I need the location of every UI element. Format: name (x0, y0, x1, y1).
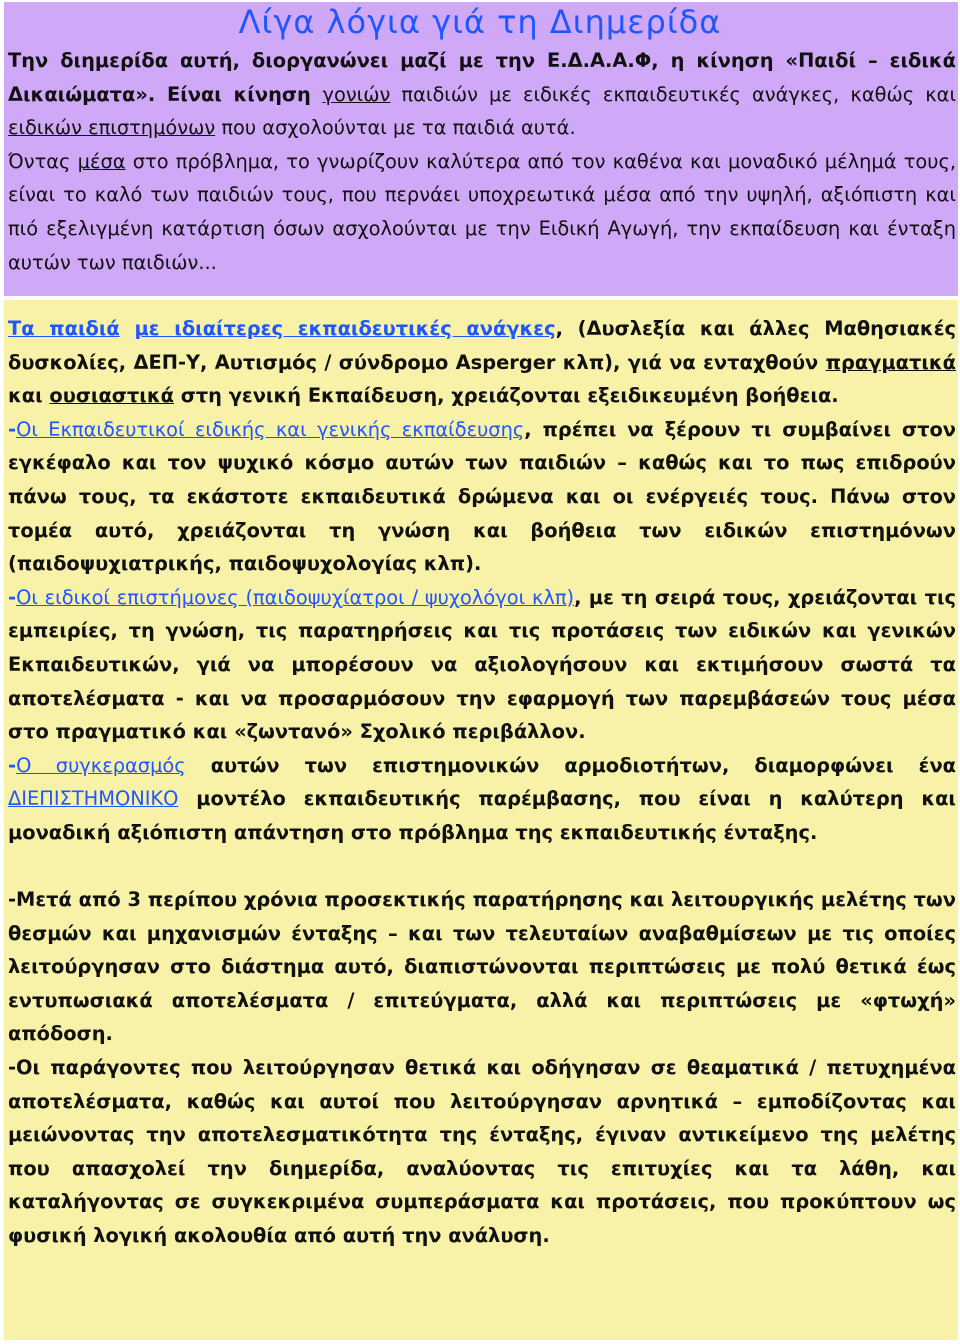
spacer (8, 850, 956, 884)
specialists-link[interactable]: ειδικών επιστημόνων (8, 116, 216, 140)
intro-paragraph-2: Όντας μέσα στο πρόβλημα, το γνωρίζουν καλύτερα από τον καθένα και μοναδικό μέλημά τους, είναι το καλό των παιδιών τους, που περνάει υποχρεωτικά μέσα από την υψηλή, αξιόπιστη και πιό εξελιγμένη κατάρτιση όσων ασχολούνται με την Ειδική Αγωγή, την εκπαίδευση και ένταξη αυτών των παιδιών... (8, 149, 956, 274)
paragraph-combination: -Ο συγκερασμός αυτών των επιστημονικών αρμοδιοτήτων, διαμορφώνει ένα ΔΙΕΠΙΣΤΗΜΟΝΙΚΟ μοντέλο εκπαιδευτικής παρέμβασης, που είναι η καλύτερη και μοναδική αξιόπιστη απάντηση στο πρόβλημα της εκπαιδευτικής ένταξης. (8, 753, 956, 844)
interdisciplinary-link[interactable]: ΔΙΕΠΙΣΤΗΜΟΝΙΚΟ (8, 787, 179, 811)
paragraph-factors: -Οι παράγοντες που λειτούργησαν θετικά και οδήγησαν σε θεαματικά / πετυχημένα αποτελέσματα, καθώς και αυτοί που λειτούργησαν αρνητικά – εμποδίζοντας και μειώνοντας την αποτελεσματικότητα της ένταξης, έγιναν αντικείμενο της μελέτης που απασχολεί την διημερίδα, αναλύοντας τις επιτυχίες και τα λάθη, και καταλήγοντας σε συγκεκριμένα συμπεράσματα και προτάσεις, που προκύπτουν ως φυσική λογική ακολουθία από αυτή την ανάλυση. (8, 1056, 956, 1248)
intro-paragraph-1: Την διημερίδα αυτή, διοργανώνει μαζί με την Ε.Δ.Α.Α.Φ, η κίνηση «Παιδί – ειδικά Δικαιώματα». Είναι κίνηση γονιών παιδιών με ειδικές εκπαιδευτικές ανάγκες, καθώς και ειδικών επιστημόνων που ασχολούνται με τα παιδιά αυτά. (8, 49, 956, 140)
combination-link[interactable]: Ο συγκερασμός (16, 753, 186, 777)
really-link[interactable]: πραγματικά (825, 350, 956, 374)
paragraph-specialists: -Οι ειδικοί επιστήμονες (παιδοψυχίατροι / ψυχολόγοι κλπ), με τη σειρά τους, χρειάζονται τις εμπειρίες, τη γνώση, τις παρατηρήσεις και τις προτάσεις των ειδικών και γενικών Εκπαιδευτικών, γιά να μπορέσουν να αξιολογήσουν και εκτιμήσουν σωστά τα αποτελέσματα - και να προσαρμόσουν την εφαρμογή των παρεμβάσεών τους μέσα στο πραγματικό και «ζωντανό» Σχολικό περιβάλλον. (8, 585, 956, 744)
special-needs-link[interactable]: με ιδιαίτερες εκπαιδευτικές ανάγκες (134, 317, 556, 340)
paragraph-children: Τα παιδιά με ιδιαίτερες εκπαιδευτικές ανάγκες, (Δυσλεξία και άλλες Μαθησιακές δυσκολίες, ΔΕΠ-Υ, Αυτισμός / σύνδρομο Asperger κλπ), γιά να ενταχθούν πραγματικά και ουσιαστικά στη γενική Εκπαίδευση, χρειάζονται εξειδικευμένη βοήθεια. (8, 317, 956, 408)
intro-text (8, 44, 956, 279)
substantially-link[interactable]: ουσιαστικά (49, 384, 174, 408)
parents-link[interactable]: γονιών (322, 82, 391, 106)
inside-link[interactable]: μέσα (77, 149, 126, 173)
paragraph-study: -Μετά από 3 περίπου χρόνια προσεκτικής παρατήρησης και λειτουργικής μελέτης των θεσμών και μηχανισμών ένταξης – και των τελευταίων αναβαθμίσεων με τις οποίες λειτούργησαν στο διάστημα αυτό, διαπιστώνονται περιπτώσεις με πολύ θετικά έως εντυπωσιακά αποτελέσματα / επιτεύγματα, αλλά και περιπτώσεις με «φτωχή» απόδοση. (8, 888, 956, 1046)
teachers-link[interactable]: Οι Εκπαιδευτικοί ειδικής και γενικής εκπαίδευσης (16, 417, 525, 441)
paragraph-teachers: -Οι Εκπαιδευτικοί ειδικής και γενικής εκπαίδευσης, πρέπει να ξέρουν τι συμβαίνει στον εγκέφαλο και τον ψυχικό κόσμο αυτών των παιδιών – καθώς και το πως επιδρούν πάνω τους, τα εκάστοτε εκπαιδευτικά δρώμενα και οι ενέργειές τους. Πάνω στον τομέα αυτό, χρειάζονται τη γνώση και βοήθεια των ειδικών επιστημόνων (παιδοψυχιατρικής, παιδοψυχολογίας κλπ). (8, 417, 956, 576)
children-link[interactable]: Τα παιδιά (8, 317, 120, 340)
page-title: Λίγα λόγια γιά τη Διημερίδα (238, 3, 722, 41)
specialists-scientists-link[interactable]: Οι ειδικοί επιστήμονες (παιδοψυχίατροι / ψυχολόγοι κλπ) (16, 585, 575, 609)
main-text (8, 312, 956, 1253)
